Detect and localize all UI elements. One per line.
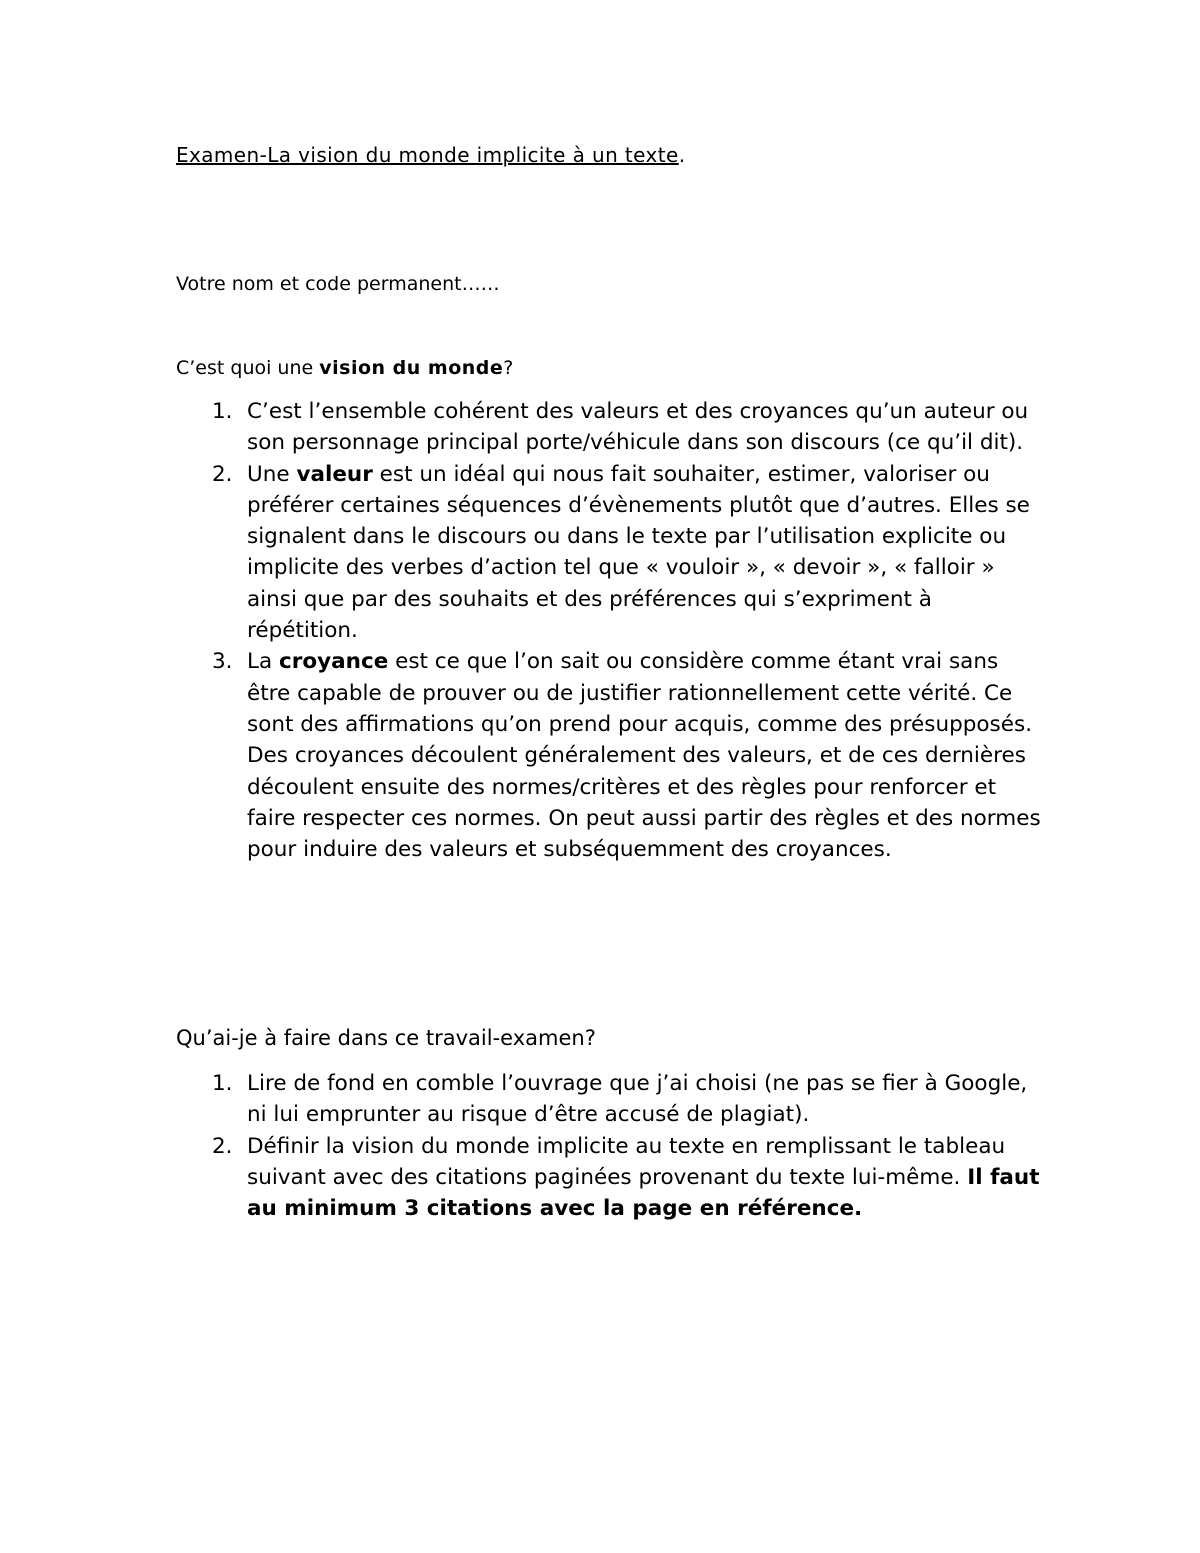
list-item-text-before: Définir la vision du monde implicite au texte en remplissant le tableau suivant avec des citations paginées provenant du texte lui-même.: [247, 1133, 1006, 1190]
student-name-line: Votre nom et code permanent……: [176, 273, 500, 295]
definitions-list: [0, 396, 1047, 865]
list-item-text-before: Une: [247, 461, 297, 487]
list-item-number: 3.: [212, 649, 233, 675]
question-travail-examen: Qu’ai-je à faire dans ce travail-examen?: [176, 1026, 596, 1050]
list-item: [0, 1068, 1047, 1131]
list-item-number: 1.: [212, 399, 233, 424]
question-keyword: vision du monde: [319, 357, 504, 379]
question-vision-du-monde: [176, 355, 513, 381]
list-item-number: 2.: [212, 461, 233, 487]
list-item: [0, 396, 1047, 459]
question-suffix: ?: [503, 357, 514, 379]
list-item-term-valeur: valeur: [296, 461, 373, 487]
list-item-text-after: est un idéal qui nous fait souhaiter, estimer, valoriser ou préférer certaines séquences d’évènements plutôt que d’autres. Elles se signalent dans le discours ou dans le texte par l’utilisation explicite ou implicite des verbes d’action tel que « vouloir », « devoir », « falloir » ainsi que par des souhaits et des préférences qui s’expriment à répétition.: [247, 461, 1030, 644]
list-item-number: 2.: [212, 1133, 233, 1159]
list-item: [0, 646, 1047, 865]
document-title-period: .: [678, 143, 686, 167]
question-prefix: C’est quoi une: [176, 357, 320, 379]
list-item-text: Lire de fond en comble l’ouvrage que j’ai choisi (ne pas se fier à Google, ni lui emprunter au risque d’être accusé de plagiat).: [247, 1071, 1028, 1128]
list-item: [0, 459, 1047, 647]
list-item-text: C’est l’ensemble cohérent des valeurs et des croyances qu’un auteur ou son personnage principal porte/véhicule dans son discours (ce qu’il dit).: [247, 399, 1029, 456]
list-item-number: 1.: [212, 1071, 233, 1096]
document-title: [176, 142, 685, 168]
list-item-text-after: est ce que l’on sait ou considère comme étant vrai sans être capable de prouver ou de justifier rationnellement cette vérité. Ce sont des affirmations qu’on prend pour acquis, comme des présupposés. Des croyances découlent généralement des valeurs, et de ces dernières découlent ensuite des normes/critères et des règles pour renforcer et faire respecter ces normes. On peut aussi partir des règles et des normes pour induire des valeurs et subséquemment des croyances.: [247, 649, 1041, 863]
document-title-text: Examen-La vision du monde implicite à un texte: [176, 143, 679, 167]
list-item: [0, 1131, 1047, 1225]
tasks-list: [0, 1068, 1047, 1224]
list-item-requirement: Il faut au minimum 3 citations avec la page en référence.: [247, 1164, 1040, 1222]
list-item-text-before: La: [247, 649, 279, 675]
list-item-term-croyance: croyance: [279, 649, 389, 675]
